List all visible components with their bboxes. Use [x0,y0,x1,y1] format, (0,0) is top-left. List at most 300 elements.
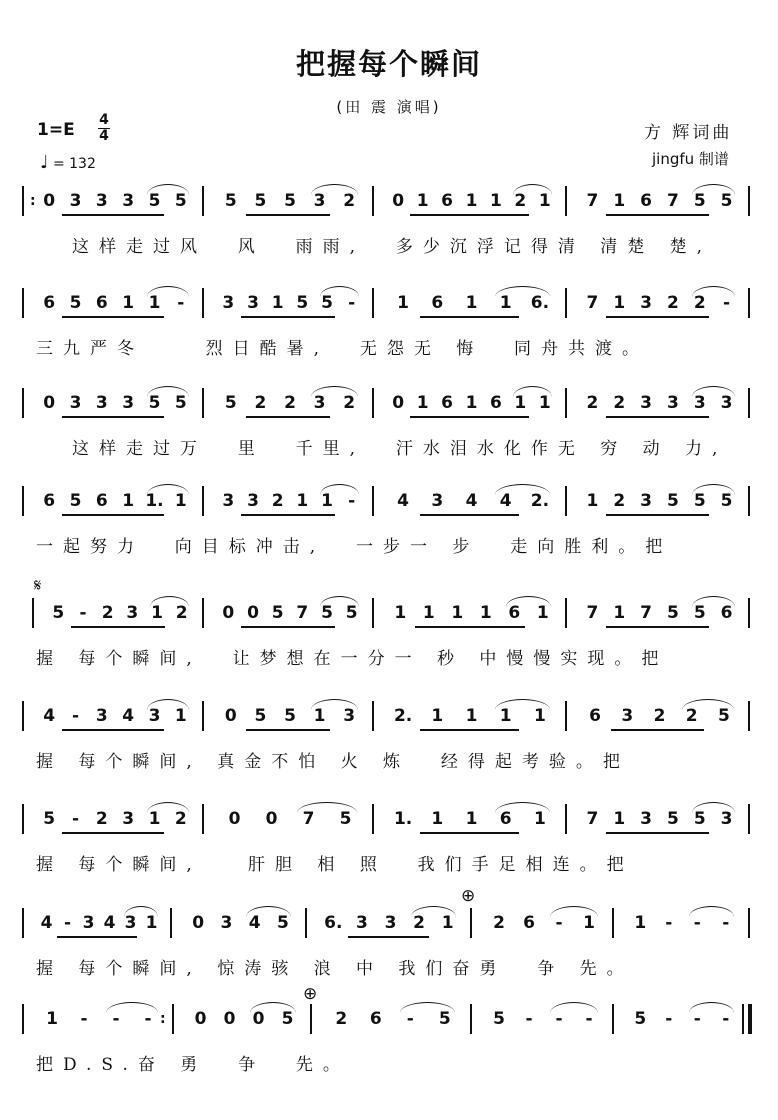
jianpu-note: 5 [174,191,187,211]
score-line [0,912,778,1002]
jianpu-note: 3 [247,491,259,511]
jianpu-note: 3 [69,191,82,211]
jianpu-note: 1 [122,491,135,511]
jianpu-note: 3 [124,913,137,933]
bar-line [748,804,750,834]
jianpu-note: 3 [666,393,679,413]
slur-arc [692,386,735,397]
jianpu-note: 2 [586,393,599,413]
jianpu-note: 3 [122,191,135,211]
beam-underline [62,729,163,731]
jianpu-note: 1 [394,603,407,623]
bar-line [565,598,567,628]
jianpu-note: 0 [43,393,56,413]
bar-line [202,186,204,216]
jianpu-note: 5 [666,809,679,829]
bar-line [202,804,204,834]
jianpu-note: - [693,913,701,933]
jianpu-note: 3 [343,706,356,726]
slur-arc [311,386,358,397]
beam-underline [606,316,709,318]
jianpu-note: 5 [254,706,267,726]
segno-icon: 𝄋 [34,576,42,596]
slur-arc [320,484,359,495]
jianpu-note: 1 [465,191,478,211]
beam-underline [420,832,519,834]
jianpu-note: 0 [265,809,278,829]
jianpu-note: 1 [416,393,429,413]
jianpu-note: 1 [613,293,626,313]
jianpu-note: - [665,1009,673,1029]
jianpu-note: 1 [151,603,163,623]
beam-underline [62,214,163,216]
jianpu-note: 5 [52,603,65,623]
jianpu-note: 1. [145,491,164,511]
jianpu-note: 3 [148,706,161,726]
jianpu-note: 0 [194,1009,207,1029]
jianpu-note: 1 [479,603,492,623]
beam-underline [241,316,336,318]
jianpu-note: 3 [313,393,326,413]
jianpu-note: 3 [122,393,135,413]
jianpu-note: 1 [499,706,512,726]
beam-underline [241,626,336,628]
jianpu-note: 1 [271,293,284,313]
jianpu-note: - [693,1009,701,1029]
bar-line [372,804,374,834]
bar-line [372,186,374,216]
jianpu-note: - [722,1009,730,1029]
jianpu-note: 5 [666,491,679,511]
jianpu-note: 1 [174,491,187,511]
beam-underline [62,316,163,318]
jianpu-note: 3 [122,809,135,829]
jianpu-note: 2 [343,393,356,413]
jianpu-note: 5 [720,191,733,211]
jianpu-note: 1 [397,293,410,313]
slur-arc [495,802,550,813]
beam-underline [420,316,519,318]
jianpu-note: 1 [431,809,444,829]
jianpu-note: 1 [613,191,626,211]
slur-arc [147,484,189,495]
jianpu-note: 2 [613,491,626,511]
tempo-value: = 132 [52,156,96,172]
jianpu-note: 1 [416,191,429,211]
jianpu-note: 2 [95,809,108,829]
jianpu-note: 3 [95,393,108,413]
jianpu-note: - [525,1009,533,1029]
jianpu-note: 1 [148,293,161,313]
jianpu-note: 2 [514,191,527,211]
bar-line [202,598,204,628]
jianpu-note: 5 [321,603,333,623]
score-line [0,392,778,482]
bar-line [22,388,24,418]
jianpu-note: - [80,1009,88,1029]
jianpu-note: 2 [271,491,284,511]
score-line [0,705,778,795]
jianpu-note: 0 [43,191,56,211]
lyric-line: 握 每个瞬间, 让梦想在一分一 秒 中慢慢实现。把 [36,649,669,669]
beam-underline [410,214,528,216]
jianpu-note: - [177,293,185,313]
jianpu-note: - [79,603,87,623]
jianpu-note: 1 [451,603,464,623]
jianpu-note: - [144,1009,152,1029]
repeat-dots: : [30,193,36,209]
jianpu-note: 5 [345,603,358,623]
jianpu-note: 1 [514,393,527,413]
jianpu-note: 1 [122,293,135,313]
beam-underline [348,936,430,938]
jianpu-note: 3 [621,706,634,726]
beam-underline [606,514,709,516]
jianpu-note: 6 [589,706,602,726]
jianpu-note: 5 [43,809,56,829]
beam-underline [241,514,336,516]
bar-line [748,288,750,318]
bar-line [748,1004,752,1034]
jianpu-note: - [348,293,356,313]
jianpu-note: 5 [69,491,82,511]
beam-underline [246,729,331,731]
jianpu-note: 7 [640,603,652,623]
lyric-line: 握 每个瞬间, 真金不怕 火 炼 经得起考验。把 [36,752,630,772]
jianpu-note: 5 [271,603,284,623]
jianpu-note: 7 [586,293,599,313]
jianpu-note: 1 [533,706,546,726]
coda-icon: ⊕ [303,984,318,1004]
jianpu-note: 6 [490,393,502,413]
jianpu-note: 7 [586,809,599,829]
slur-arc [692,286,735,297]
slur-arc [550,906,598,917]
slur-arc [692,184,735,195]
jianpu-note: 1 [536,603,549,623]
jianpu-note: 7 [586,603,599,623]
jianpu-note: 0 [392,393,405,413]
lyric-line: 三九严冬 烈日酷暑, 无怨无 悔 同舟共渡。 [36,339,650,359]
slur-arc [320,286,359,297]
bar-line [22,486,24,516]
jianpu-note: 6 [369,1009,382,1029]
jianpu-note: 1 [465,706,478,726]
jianpu-note: 2 [284,393,296,413]
jianpu-note: 0 [192,913,205,933]
score-line [0,602,778,692]
jianpu-note: 1 [586,491,599,511]
beam-underline [62,416,163,418]
lyric-line: 一起努力 向目标冲击, 一步一 步 走向胜利。把 [36,537,673,557]
song-title: 把握每个瞬间 [295,47,482,81]
jianpu-note: 1 [465,393,478,413]
jianpu-note: 3 [693,393,706,413]
beam-underline [420,514,519,516]
jianpu-note: 6 [441,393,453,413]
jianpu-note: 3 [720,809,733,829]
jianpu-note: 3 [247,293,259,313]
bar-line [470,908,472,938]
jianpu-note: 2 [254,393,267,413]
slur-arc [124,906,158,917]
jianpu-note: 1 [313,706,326,726]
lyric-line: 把D.S.奋 勇 争 先。 [36,1055,350,1075]
jianpu-note: - [112,1009,120,1029]
slur-arc [311,184,358,195]
jianpu-note: 5 [224,393,237,413]
bar-line [748,388,750,418]
jianpu-note: 2 [101,603,114,623]
beam-underline [606,416,709,418]
jianpu-note: 4 [122,706,135,726]
slur-arc [106,1002,157,1013]
jianpu-note: 3 [355,913,368,933]
score-line [0,808,778,898]
slur-arc [147,286,189,297]
jianpu-note: 6 [43,293,56,313]
jianpu-note: 6 [95,491,108,511]
jianpu-note: - [723,293,731,313]
jianpu-note: 2 [685,706,698,726]
slur-arc [495,286,550,297]
jianpu-note: 5 [720,491,733,511]
bar-line [172,1004,174,1034]
jianpu-note: 5 [321,293,333,313]
jianpu-note: 5 [148,393,161,413]
bar-line [565,288,567,318]
bar-line [22,1004,24,1034]
bar-line [32,598,34,628]
bar-line [372,486,374,516]
jianpu-note: 3 [640,491,652,511]
bar-line [22,701,24,731]
bar-line [202,701,204,731]
arranger: jingfu 制谱 [652,150,729,168]
bar-line [22,288,24,318]
slur-arc [692,484,735,495]
beam-underline [420,729,519,731]
jianpu-note: 1 [148,809,161,829]
bar-line [202,388,204,418]
jianpu-note: 5 [693,491,706,511]
jianpu-note: 1 [634,913,647,933]
time-signature-top: 4 [99,112,109,128]
jianpu-note: 5 [717,706,730,726]
jianpu-note: 5 [174,393,187,413]
bar-line [612,908,614,938]
slur-arc [400,1002,455,1013]
slur-arc [506,596,552,607]
jianpu-note: 2 [693,293,706,313]
jianpu-note: 1 [613,809,626,829]
bar-line [748,598,750,628]
score-line [0,1008,778,1098]
jianpu-note: 3 [640,809,652,829]
slur-arc [147,699,189,710]
jianpu-note: 1 [538,393,551,413]
jianpu-note: 6 [441,191,453,211]
jianpu-note: - [406,1009,414,1029]
beam-underline [606,626,709,628]
slur-arc [246,906,291,917]
jianpu-note: 5 [666,603,679,623]
jianpu-note: 3 [222,293,235,313]
bar-line [565,388,567,418]
jianpu-note: 1 [465,293,478,313]
jianpu-note: 3 [220,913,233,933]
lyric-line: 这样走过风 风 雨雨, 多少沉浮记得清 清楚 楚, [72,237,713,257]
jianpu-note: - [63,913,72,933]
tempo-marking [40,152,96,173]
jianpu-note: 0 [223,1009,236,1029]
slur-arc [689,1002,735,1013]
bar-line [372,598,374,628]
quarter-note-icon: ♩ [40,152,49,173]
jianpu-note: 0 [228,809,241,829]
beam-underline [246,214,331,216]
jianpu-note: 1 [613,603,626,623]
lyric-line: 这样走过万 里 千里, 汗水泪水化作无 穷 动 力, [72,439,728,459]
jianpu-note: 3 [222,491,235,511]
jianpu-note: 2 [493,913,505,933]
jianpu-note: 2 [653,706,666,726]
jianpu-note: 1 [533,809,546,829]
bar-line [170,908,172,938]
jianpu-note: 5 [634,1009,647,1029]
jianpu-note: 1 [431,706,444,726]
slur-arc [150,596,189,607]
jianpu-note: 1 [174,706,187,726]
jianpu-note: 1 [321,491,333,511]
slur-arc [550,1002,598,1013]
key-signature: 1=E [37,120,75,140]
jianpu-note: 5 [281,1009,294,1029]
jianpu-note: 6. [324,913,343,933]
jianpu-note: 3 [95,706,108,726]
jianpu-note: 2. [530,491,550,511]
time-signature-bottom: 4 [99,128,109,144]
bar-line [565,804,567,834]
jianpu-note: 3 [82,913,95,933]
jianpu-note: 7 [586,191,599,211]
slur-arc [320,596,359,607]
jianpu-note: 3 [384,913,397,933]
jianpu-note: 1 [441,913,454,933]
jianpu-note: 3 [640,393,652,413]
beam-underline [611,729,704,731]
jianpu-note: - [348,491,356,511]
repeat-dots: : [160,1011,166,1027]
jianpu-note: 4 [40,913,53,933]
jianpu-note: - [722,913,730,933]
bar-line [565,486,567,516]
jianpu-note: 4 [103,913,116,933]
jianpu-note: 5 [693,191,706,211]
jianpu-note: 1 [145,913,158,933]
bar-line [372,388,374,418]
jianpu-note: 2 [343,191,356,211]
jianpu-note: 3 [313,191,326,211]
bar-line [565,701,567,731]
jianpu-note: 6 [523,913,535,933]
jianpu-note: 6 [43,491,56,511]
beam-underline [606,214,709,216]
beam-underline [415,626,525,628]
bar-line [305,908,307,938]
slur-arc [513,386,552,397]
bar-line [22,804,24,834]
jianpu-note: 3 [69,393,82,413]
jianpu-note: 2 [335,1009,348,1029]
bar-line [372,701,374,731]
jianpu-note: 1 [422,603,435,623]
slur-arc [689,906,735,917]
jianpu-note: 2 [175,603,188,623]
jianpu-note: 1 [538,191,551,211]
score-line [0,190,778,280]
jianpu-note: 0 [252,1009,265,1029]
jianpu-note: 3 [431,491,444,511]
jianpu-note: 5 [693,809,706,829]
jianpu-note: - [585,1009,593,1029]
slur-arc [692,596,735,607]
bar-line [372,288,374,318]
jianpu-note: 0 [224,706,237,726]
jianpu-note: 0 [392,191,405,211]
jianpu-note: 2 [613,393,626,413]
jianpu-note: - [71,706,80,726]
lyric-line: 握 每个瞬间, 惊涛骇 浪 中 我们奋勇 争 先。 [36,959,634,979]
jianpu-note: 1 [46,1009,58,1029]
bar-line [748,186,750,216]
beam-underline [62,832,163,834]
slur-arc [495,484,550,495]
credits: 方 辉词曲 [644,123,733,143]
jianpu-note: 3 [95,191,108,211]
jianpu-note: - [555,913,563,933]
jianpu-note: 4 [397,491,410,511]
jianpu-note: 6 [640,191,652,211]
jianpu-note: 6. [530,293,550,313]
slur-arc [411,906,457,917]
jianpu-note: 4 [499,491,512,511]
bar-line [470,1004,472,1034]
jianpu-note: 1 [499,293,512,313]
performer-subtitle: (田 震 演唱) [336,98,442,116]
jianpu-note: 4 [43,706,56,726]
beam-underline [57,936,137,938]
slur-arc [495,699,550,710]
jianpu-note: 6 [499,809,512,829]
jianpu-note: 0 [222,603,235,623]
slur-arc [147,386,189,397]
lyric-line: 握 每个瞬间, 肝胆 相 照 我们手足相连。把 [36,855,634,875]
jianpu-note: 3 [640,293,652,313]
jianpu-note: 5 [438,1009,451,1029]
bar-line [22,186,24,216]
beam-underline [606,832,709,834]
jianpu-note: 1 [465,809,478,829]
jianpu-note: 2 [413,913,426,933]
bar-line [22,908,24,938]
jianpu-note: 3 [720,393,733,413]
jianpu-note: 5 [493,1009,505,1029]
jianpu-note: 4 [465,491,478,511]
jianpu-note: 5 [148,191,161,211]
slur-arc [147,802,189,813]
time-signature [97,113,111,144]
